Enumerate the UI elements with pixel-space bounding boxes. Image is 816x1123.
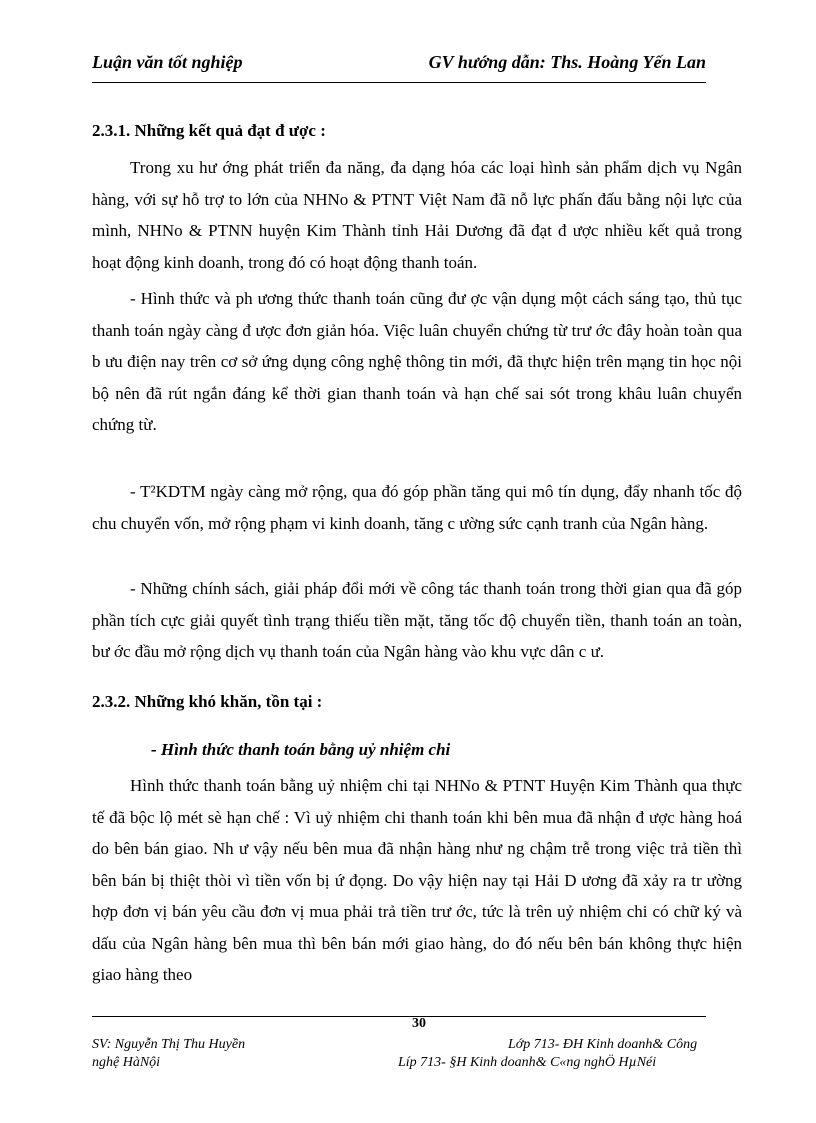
paragraph-intro: Trong xu hư ớng phát triển đa năng, đa dạng hóa các loại hình sản phẩm dịch vụ Ngân hàng, với sự hỗ trợ to lớn của NHNo & PTNT Việt Nam đã nỗ lực phấn đấu bằng nội lực của mình, NHNo & PTNN huyện Kim Thành tỉnh Hải Dương đã đạt đ ược nhiều kết quả trong hoạt động kinh doanh, trong đó có hoạt động thanh toán. — [92, 158, 742, 272]
paragraph-payment-order: Hình thức thanh toán bằng uỷ nhiệm chi tại NHNo & PTNT Huyện Kim Thành qua thực tế đã bộc lộ mét sè hạn chế : Vì uỷ nhiệm chi thanh toán khi bên mua đã nhận đ ược hàng hoá do bên bán giao. Nh ư vậy nếu bên mua đã nhận hàng như ng chậm trễ trong việc trả tiền thì bên bán bị thiệt thòi vì tiền vốn bị ứ đọng. Do vậy hiện nay tại Hải D ương đã xảy ra tr ường hợp đơn vị bán yêu cầu đơn vị mua phải trả tiền trư ớc, tức là trên uỷ nhiệm chi có chữ ký và dấu của Ngân hàng bên mua thì bên bán mới giao hàng, do đó nếu bên bán không thực hiện giao hàng theo — [92, 776, 742, 984]
paragraph-payment-methods: - Hình thức và ph ương thức thanh toán cũng đư ợc vận dụng một cách sáng tạo, thủ tục thanh toán ngày càng đ ược đơn giản hóa. Việc luân chuyển chứng từ trư ớc đây hoàn toàn qua b ưu điện nay trên cơ sở ứng dụng công nghệ thông tin mới, đã thực hiện trên mạng tin học nội bộ nên đã rút ngắn đáng kể thời gian thanh toán và hạn chế sai sót trong khâu luân chuyển chứng từ. — [92, 289, 742, 434]
paragraph-policies: - Những chính sách, giải pháp đổi mới về công tác thanh toán trong thời gian qua đã góp phần tích cực giải quyết tình trạng thiếu tiền mặt, tăng tốc độ chuyển tiền, thanh toán an toàn, bư ớc đầu mở rộng dịch vụ thanh toán của Ngân hàng vào khu vực dân c ư. — [92, 579, 742, 661]
page-header — [92, 52, 706, 78]
footer-class-line2: nghệ HàNội — [92, 1055, 161, 1070]
section-heading-results: 2.3.1. Những kết quả đạt đ ược : — [92, 121, 326, 140]
footer-class-garbled: Líp 713- §H Kinh doanh& C«ng nghÖ HµNéi — [398, 1055, 657, 1070]
page-number: 30 — [412, 1016, 426, 1031]
paragraph-t2kdtm: - T²KDTM ngày càng mở rộng, qua đó góp phần tăng qui mô tín dụng, đẩy nhanh tốc độ chu chuyển vốn, mở rộng phạm vi kinh doanh, tăng c ường sức cạnh tranh của Ngân hàng. — [92, 482, 742, 533]
header-advisor: GV hướng dẫn: Ths. Hoàng Yến Lan — [428, 52, 706, 72]
subheading-payment-order: - Hình thức thanh toán bằng uỷ nhiệm chi — [151, 740, 451, 759]
header-divider — [92, 82, 706, 83]
header-thesis-label: Luận văn tốt nghiệp — [92, 52, 243, 72]
footer-class-line1: Lớp 713- ĐH Kinh doanh& Công — [508, 1037, 698, 1052]
footer-divider — [92, 1016, 706, 1017]
section-heading-difficulties: 2.3.2. Những khó khăn, tồn tại : — [92, 692, 323, 711]
footer-student-name: SV: Nguyễn Thị Thu Huyền — [92, 1037, 246, 1052]
